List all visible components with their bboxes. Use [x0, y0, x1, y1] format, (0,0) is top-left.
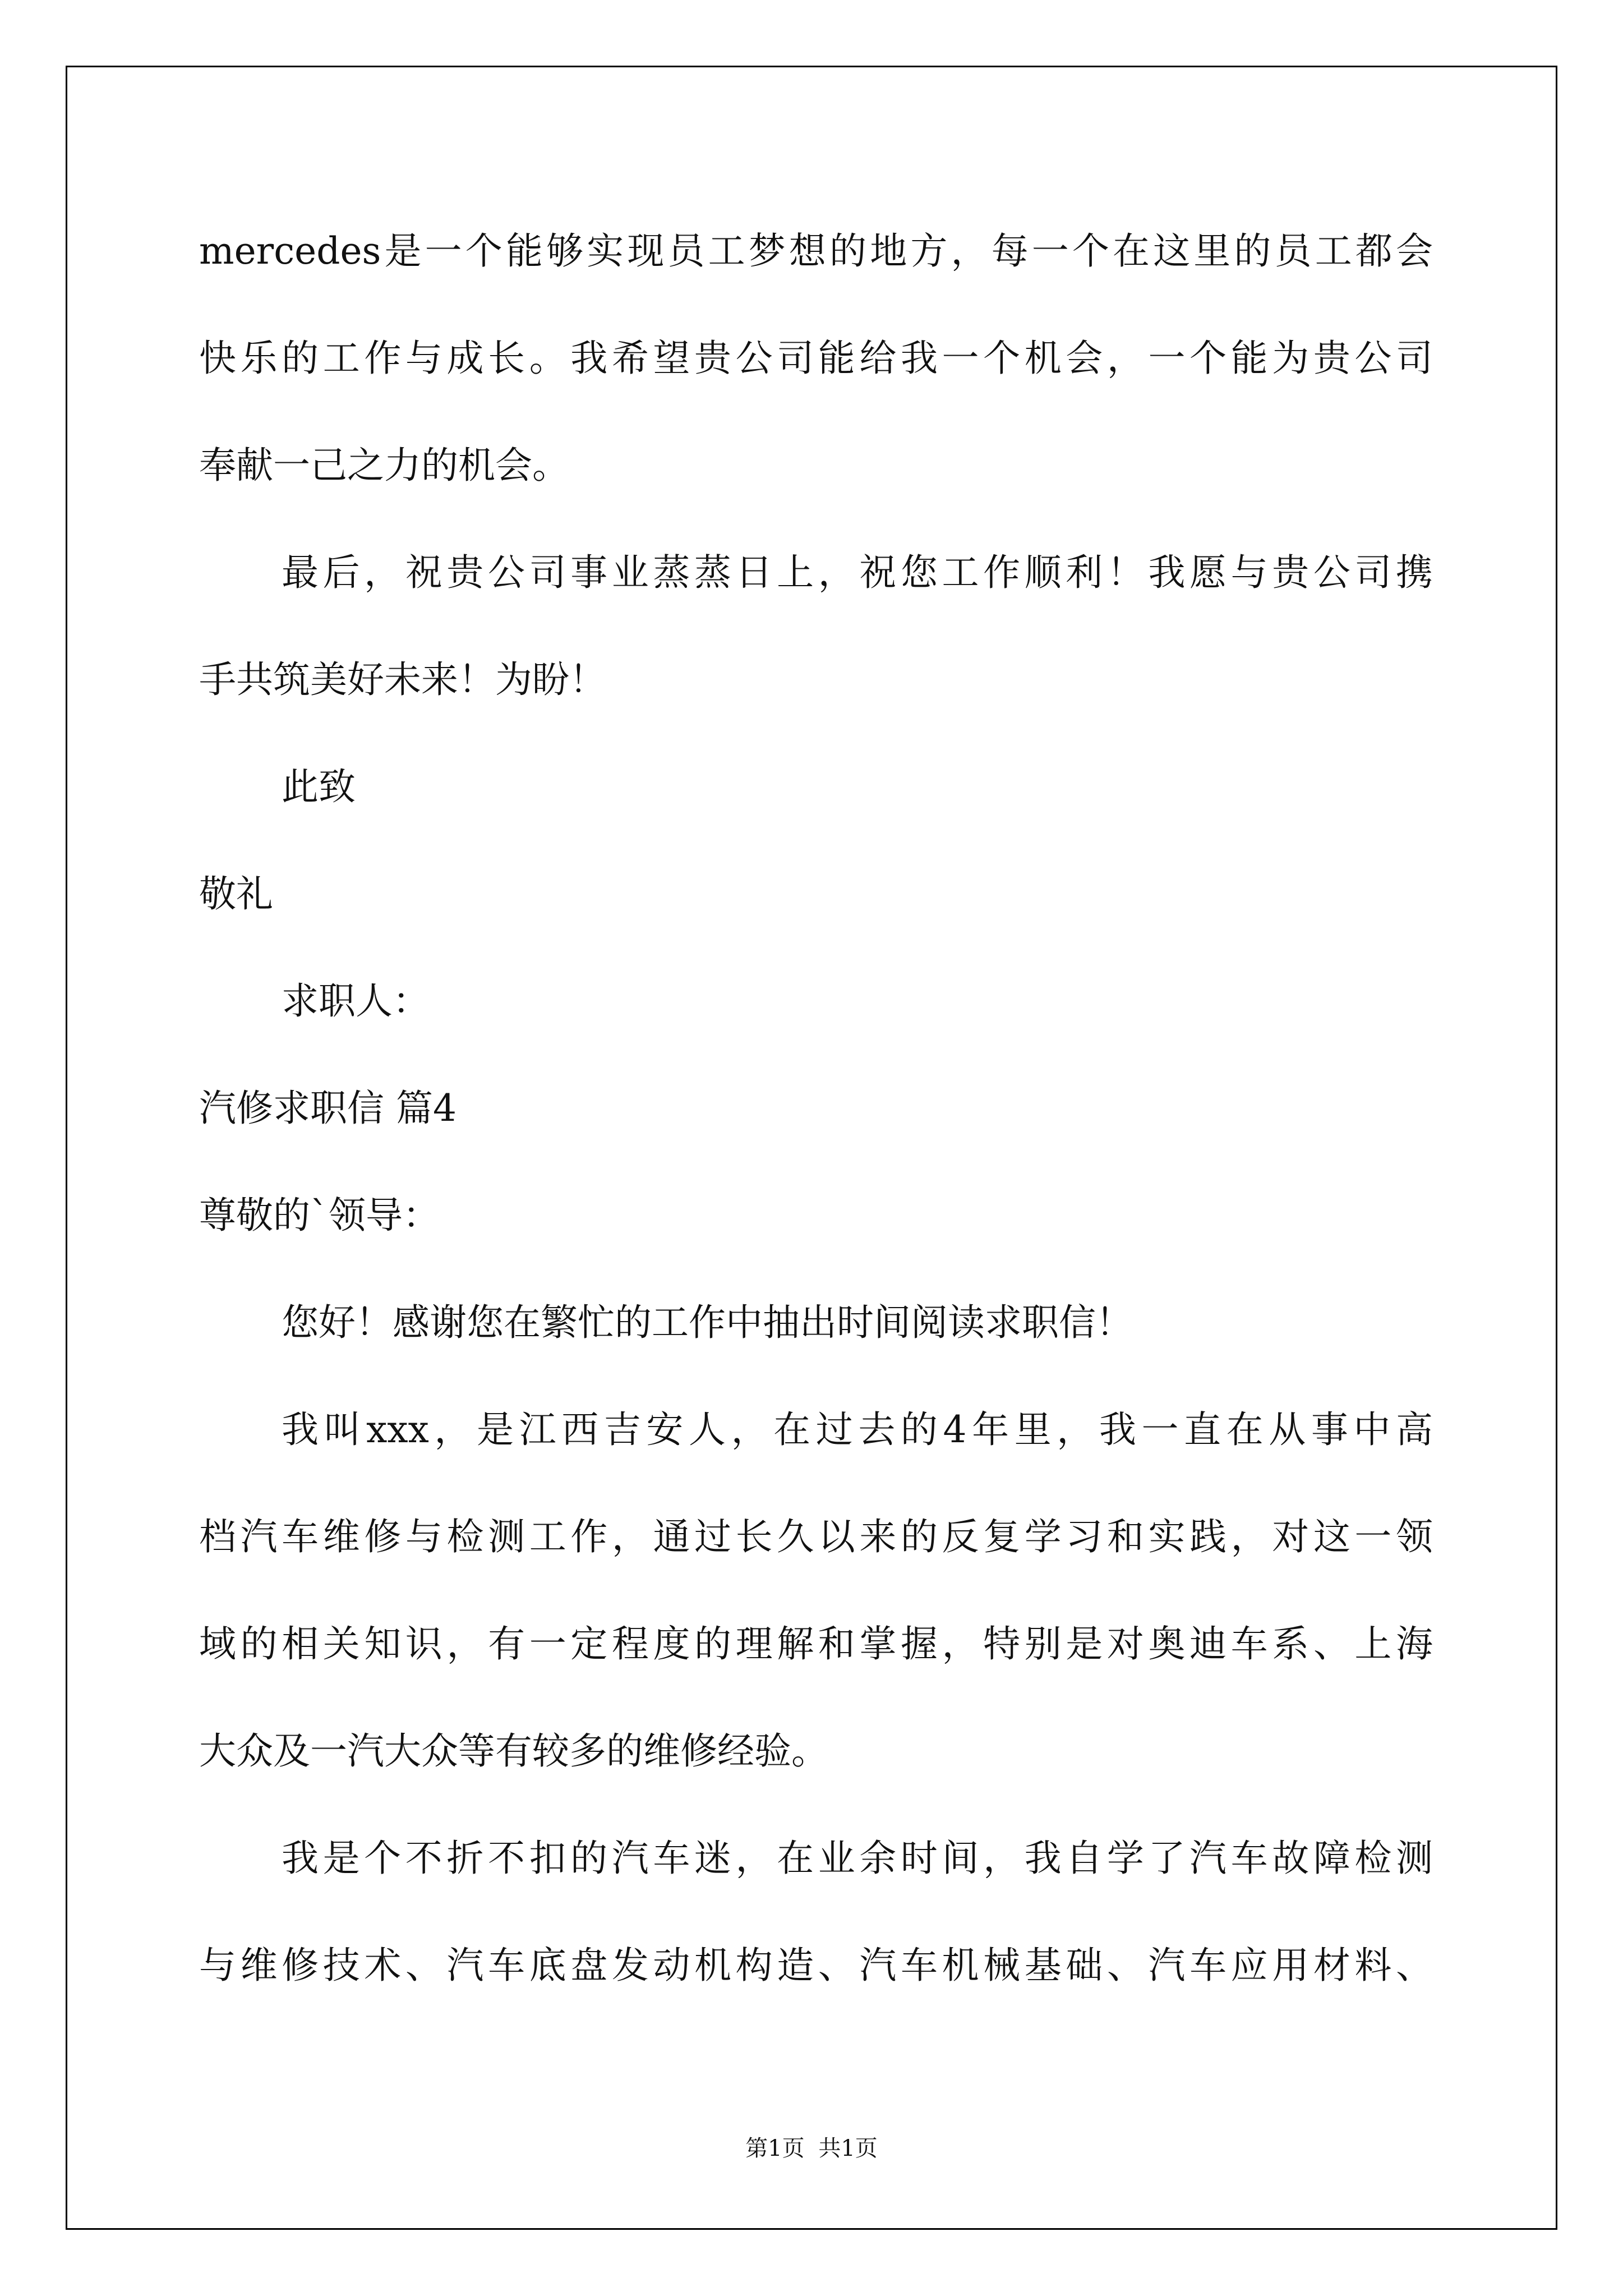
page-total: 共1页 — [818, 2136, 878, 2161]
page-number: 第1页 — [745, 2136, 805, 2161]
section-title: 汽修求职信 篇4 — [199, 1087, 457, 1130]
body-line-5: 手共筑美好未来！为盼！ — [199, 658, 606, 701]
body-line-4: 最后，祝贵公司事业蒸蒸日上，祝您工作顺利！我愿与贵公司携 — [282, 551, 1433, 594]
page-footer — [0, 2134, 1623, 2162]
body-line-15: 大众及一汽大众等有较多的维修经验。 — [199, 1729, 828, 1773]
greeting: 尊敬的`领导： — [199, 1194, 440, 1237]
body-line-3: 奉献一己之力的机会。 — [199, 444, 569, 487]
body-line-1: mercedes是一个能够实现员工梦想的地方，每一个在这里的员工都会 — [199, 229, 1433, 273]
body-line-11: 您好！感谢您在繁忙的工作中抽出时间阅读求职信！ — [282, 1301, 1133, 1344]
body-line-16: 我是个不折不扣的汽车迷，在业余时间，我自学了汽车故障检测 — [282, 1837, 1433, 1880]
page-border — [66, 66, 1557, 2230]
body-line-13: 档汽车维修与检测工作，通过长久以来的反复学习和实践，对这一领 — [199, 1515, 1433, 1558]
body-line-17: 与维修技术、汽车底盘发动机构造、汽车机械基础、汽车应用材料、 — [199, 1944, 1433, 1987]
body-line-12: 我叫xxx，是江西吉安人，在过去的4年里，我一直在从事中高 — [282, 1408, 1433, 1451]
body-line-2: 快乐的工作与成长。我希望贵公司能给我一个机会，一个能为贵公司 — [199, 337, 1433, 380]
body-line-14: 域的相关知识，有一定程度的理解和掌握，特别是对奥迪车系、上海 — [199, 1622, 1433, 1665]
closing-regards: 敬礼 — [199, 872, 273, 915]
applicant-signature: 求职人： — [282, 979, 430, 1023]
closing-salutation: 此致 — [282, 765, 356, 808]
